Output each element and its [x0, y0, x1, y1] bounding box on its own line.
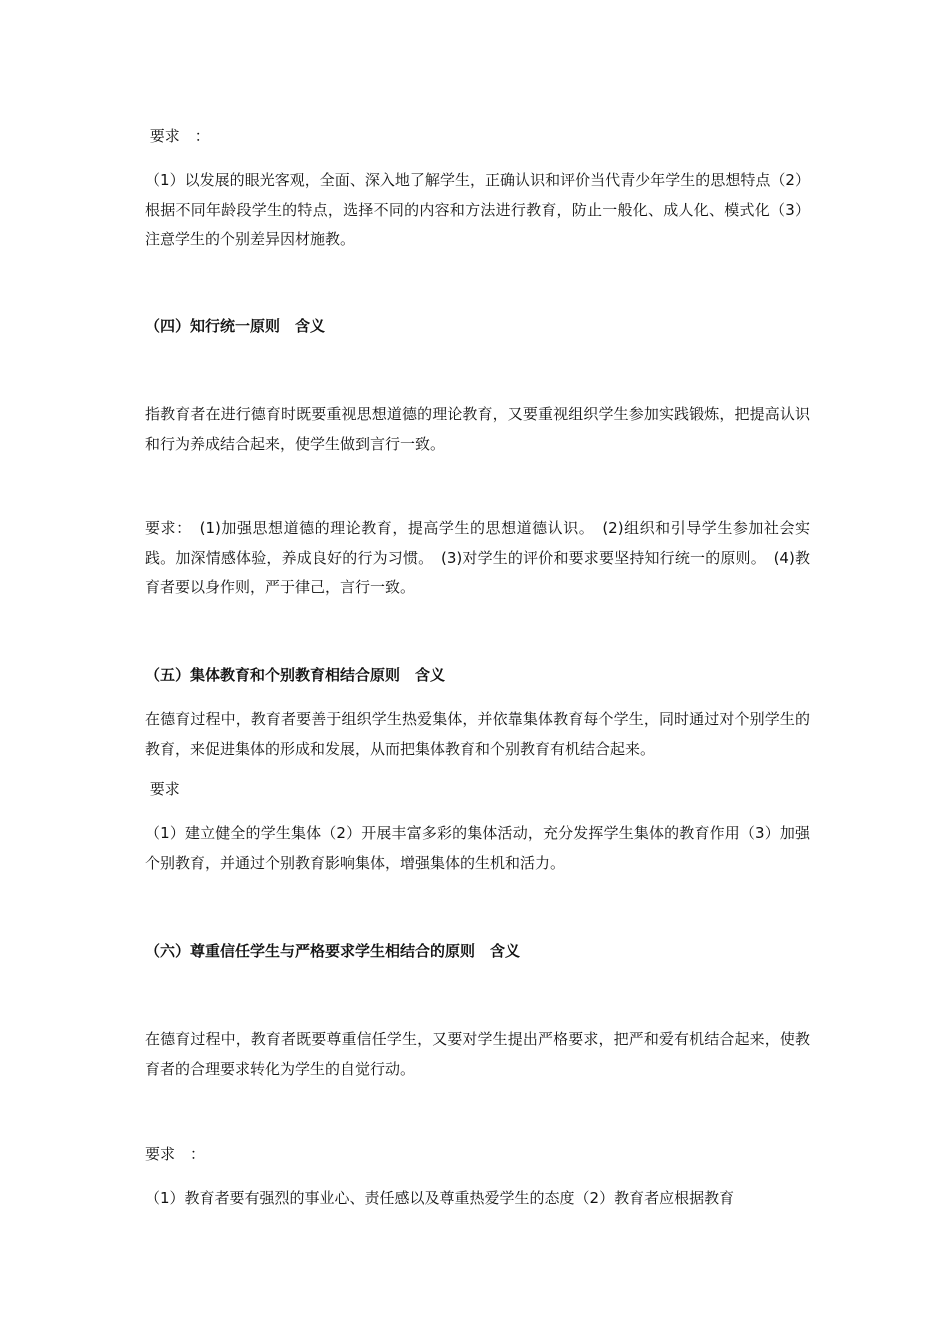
section4-requirements: 要求： (1)加强思想道德的理论教育，提高学生的思想道德认识。 (2)组织和引导学生参加社会实践。加深情感体验，养成良好的行为习惯。 (3)对学生的评价和要求要坚持知行统一的原则。 (4)教育者要以身作则，严于律己，言行一致。 [145, 519, 810, 596]
section4-heading: （四）知行统一原则 含义 [145, 317, 326, 335]
section6-meaning: 在德育过程中，教育者既要尊重信任学生，又要对学生提出严格要求，把严和爱有机结合起来，使教育者的合理要求转化为学生的自觉行动。 [145, 1030, 810, 1078]
section6-requirements-body: （1）教育者要有强烈的事业心、责任感以及尊重热爱学生的态度（2）教育者应根据教育 [145, 1189, 735, 1207]
section5-requirements-label: 要求 [145, 780, 180, 798]
section5-requirements-body: （1）建立健全的学生集体（2）开展丰富多彩的集体活动，充分发挥学生集体的教育作用（3）加强个别教育，并通过个别教育影响集体，增强集体的生机和活力。 [145, 824, 810, 872]
section5-meaning: 在德育过程中，教育者要善于组织学生热爱集体，并依靠集体教育每个学生，同时通过对个别学生的教育，来促进集体的形成和发展，从而把集体教育和个别教育有机结合起来。 [145, 710, 810, 758]
section5-heading: （五）集体教育和个别教育相结合原则 含义 [145, 666, 446, 684]
section6-heading: （六）尊重信任学生与严格要求学生相结合的原则 含义 [145, 942, 521, 960]
section4-meaning: 指教育者在进行德育时既要重视思想道德的理论教育，又要重视组织学生参加实践锻炼，把提高认识和行为养成结合起来，使学生做到言行一致。 [145, 405, 810, 453]
section3-requirements-body: （1）以发展的眼光客观，全面、深入地了解学生，正确认识和评价当代青少年学生的思想特点（2）根据不同年龄段学生的特点，选择不同的内容和方法进行教育，防止一般化、成人化、模式化（3）注意学生的个别差异因材施教。 [145, 171, 810, 248]
section6-requirements-label: 要求 ： [145, 1145, 206, 1163]
section3-requirements-label: 要求 ： [145, 127, 210, 145]
